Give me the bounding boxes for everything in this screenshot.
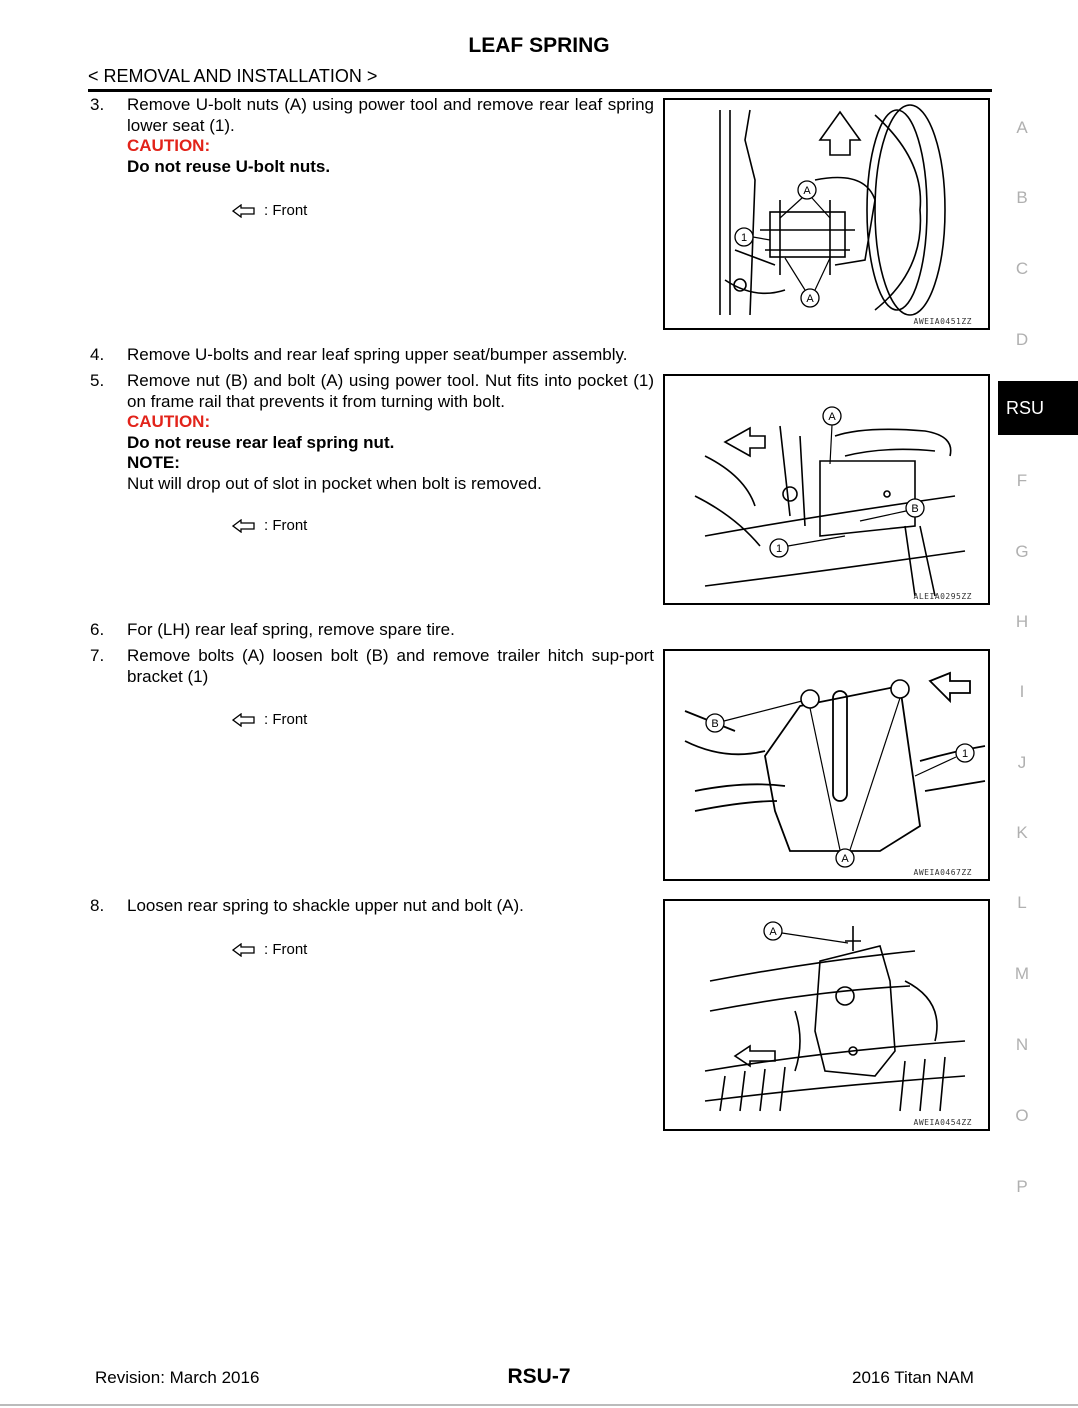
front-arrow-icon xyxy=(232,519,256,533)
legend-label: : Front xyxy=(264,711,308,728)
front-arrow-icon xyxy=(232,204,256,218)
step-number: 5. xyxy=(90,371,105,390)
step-number: 4. xyxy=(90,345,105,364)
caution-text: Do not reuse rear leaf spring nut. xyxy=(127,432,395,452)
side-tab-g[interactable]: G xyxy=(1015,542,1029,561)
callout-a: A xyxy=(769,926,777,938)
callout-a: A xyxy=(828,411,836,423)
legend-label: : Front xyxy=(264,202,308,219)
side-tab-d[interactable]: D xyxy=(1015,330,1029,349)
footer-page-number: RSU-7 xyxy=(507,1365,571,1388)
caution-text: Do not reuse U-bolt nuts. xyxy=(127,156,331,176)
front-legend xyxy=(232,517,307,534)
step-text: Remove U-bolts and rear leaf spring upper seat/bumper assembly. xyxy=(127,345,628,364)
side-tab-i[interactable]: I xyxy=(1019,682,1025,701)
step-text: Remove bolts (A) loosen bolt (B) and remove trailer hitch sup-port bracket (1) xyxy=(127,646,654,686)
side-tab-f[interactable]: F xyxy=(1016,471,1028,490)
step-text: Loosen rear spring to shackle upper nut and bolt (A). xyxy=(127,896,524,915)
caution-label: CAUTION: xyxy=(127,412,211,431)
figure-id: AWEIA0451ZZ xyxy=(913,317,972,326)
callout-b: B xyxy=(911,503,919,515)
legend-label: : Front xyxy=(264,517,308,534)
figure-shackle-bolt xyxy=(663,899,990,1131)
side-tab-rsu[interactable]: RSU xyxy=(998,381,1078,435)
header-rule xyxy=(88,89,992,92)
side-tab-o[interactable]: O xyxy=(1015,1106,1029,1125)
shackle-illustration xyxy=(665,901,988,1129)
figure-u-bolt-nuts xyxy=(663,98,990,330)
step-number: 8. xyxy=(90,896,105,915)
callout-a: A xyxy=(841,853,849,865)
step-number: 6. xyxy=(90,620,105,639)
front-arrow-icon xyxy=(232,713,256,727)
side-tab-a[interactable]: A xyxy=(1016,118,1028,137)
callout-b: B xyxy=(711,718,719,730)
section-heading: < REMOVAL AND INSTALLATION > xyxy=(88,66,378,86)
side-tab-b[interactable]: B xyxy=(1016,188,1028,207)
hitch-bracket-illustration xyxy=(665,651,988,879)
side-tab-l[interactable]: L xyxy=(1017,893,1027,912)
callout-a-bottom: A xyxy=(806,293,814,305)
figure-nut-bolt xyxy=(663,374,990,605)
bottom-rule xyxy=(0,1404,1078,1406)
step-text: For (LH) rear leaf spring, remove spare tire. xyxy=(127,620,455,639)
front-legend xyxy=(232,202,307,219)
caution-label: CAUTION: xyxy=(127,136,211,155)
step-text: Remove nut (B) and bolt (A) using power tool. Nut fits into pocket (1) on frame rail that prevents it from turning with bolt. xyxy=(127,371,654,411)
figure-hitch-bracket xyxy=(663,649,990,881)
step-number: 3. xyxy=(90,95,105,114)
callout-a-top: A xyxy=(803,185,811,197)
page-title: LEAF SPRING xyxy=(468,34,610,57)
step-number: 7. xyxy=(90,646,105,665)
figure-id: AWEIA0454ZZ xyxy=(913,1118,972,1127)
side-tab-p[interactable]: P xyxy=(1016,1177,1028,1196)
footer-revision: Revision: March 2016 xyxy=(95,1368,260,1387)
figure-id: ALEIA0295ZZ xyxy=(913,592,972,601)
callout-1: 1 xyxy=(740,232,748,244)
legend-label: : Front xyxy=(264,941,308,958)
side-tab-m[interactable]: M xyxy=(1014,964,1030,983)
footer-model: 2016 Titan NAM xyxy=(852,1368,974,1387)
side-tab-n[interactable]: N xyxy=(1015,1035,1029,1054)
front-arrow-icon xyxy=(232,943,256,957)
note-label: NOTE: xyxy=(127,453,180,472)
u-bolt-illustration xyxy=(665,100,988,328)
figure-id: AWEIA0467ZZ xyxy=(913,868,972,877)
frame-rail-illustration xyxy=(665,376,988,603)
side-tab-j[interactable]: J xyxy=(1017,753,1027,772)
front-legend xyxy=(232,941,307,958)
note-text: Nut will drop out of slot in pocket when bolt is removed. xyxy=(127,473,542,493)
side-tab-k[interactable]: K xyxy=(1016,823,1028,842)
front-legend xyxy=(232,711,307,728)
side-tab-h[interactable]: H xyxy=(1015,612,1029,631)
side-tab-c[interactable]: C xyxy=(1015,259,1029,278)
callout-1: 1 xyxy=(961,748,969,760)
step-text: Remove U-bolt nuts (A) using power tool and remove rear leaf spring lower seat (1). xyxy=(127,95,654,135)
callout-1: 1 xyxy=(775,543,783,555)
